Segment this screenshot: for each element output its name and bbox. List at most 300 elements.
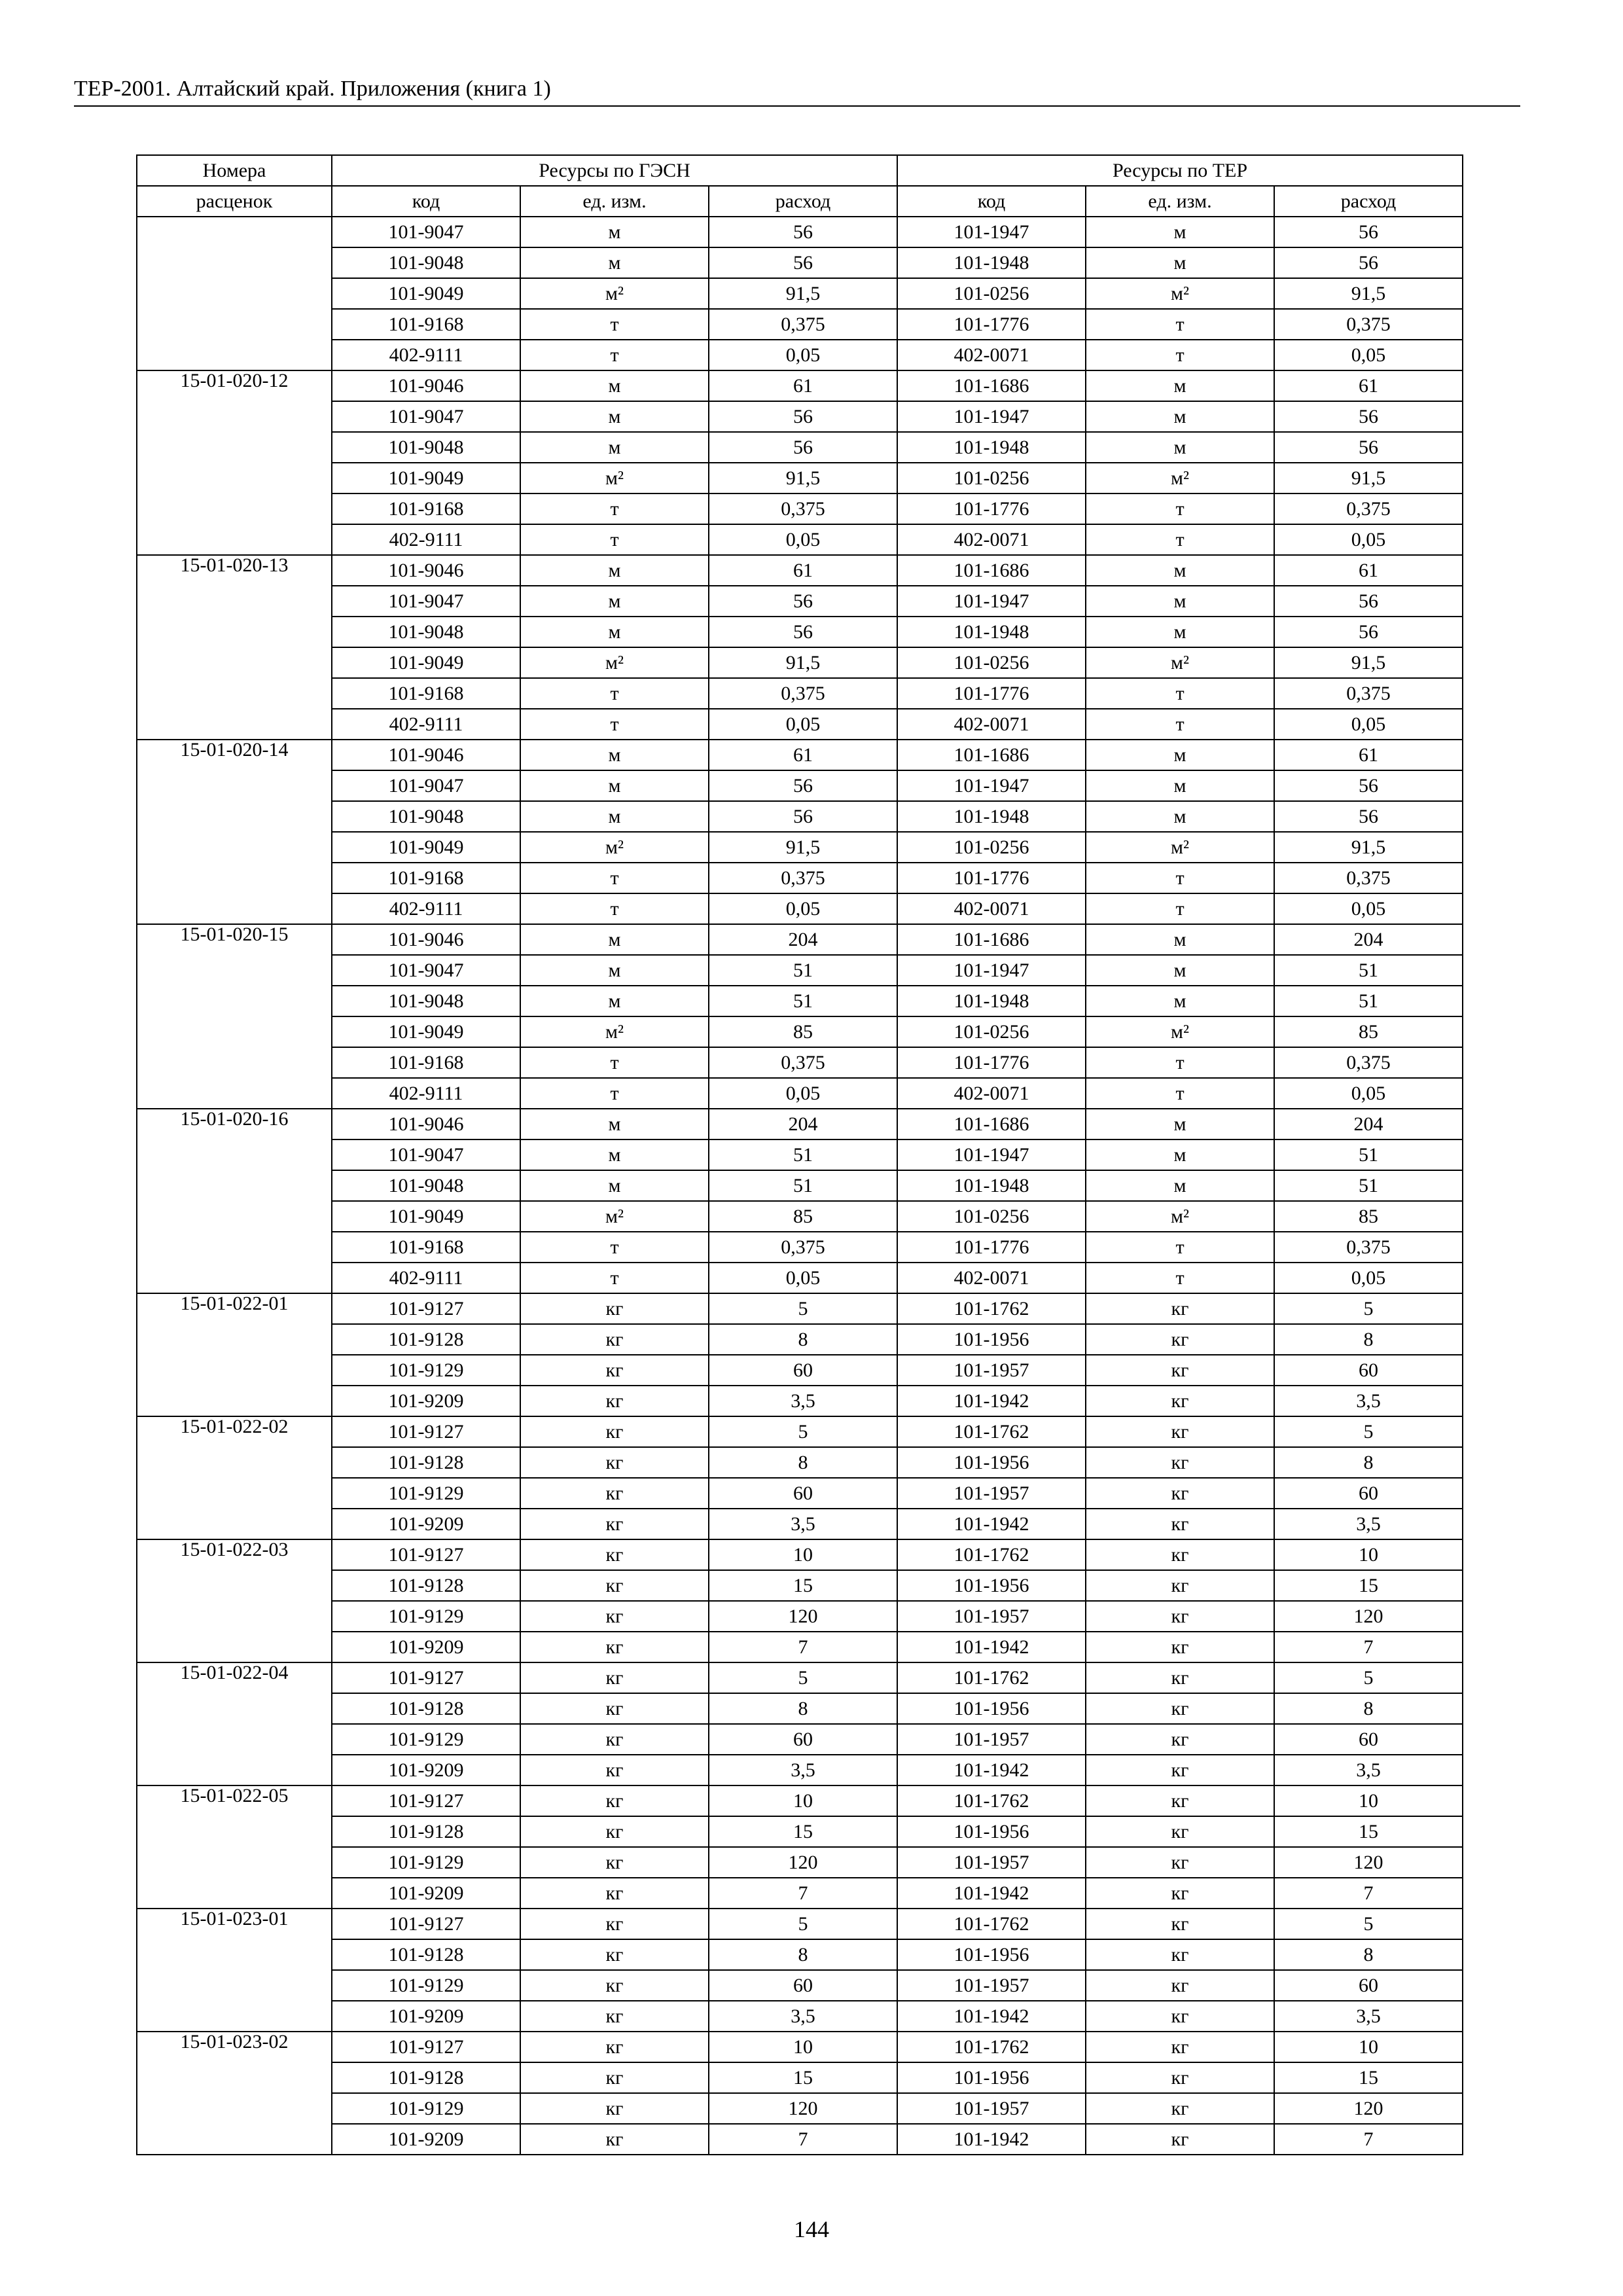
ter-consumption-cell: 10	[1274, 1539, 1463, 1570]
gesn-consumption-cell: 0,05	[709, 709, 897, 740]
gesn-code-cell: 101-9168	[332, 309, 520, 340]
ter-code-cell: 101-1948	[897, 986, 1086, 1016]
gesn-code-cell: 402-9111	[332, 709, 520, 740]
rate-number-cell: 15-01-020-15	[137, 924, 332, 1109]
table-row	[137, 432, 1463, 463]
ter-unit-cell: кг	[1086, 2032, 1274, 2062]
gesn-unit-cell: м²	[520, 463, 709, 493]
ter-consumption-cell: 3,5	[1274, 1755, 1463, 1785]
gesn-consumption-cell: 204	[709, 1109, 897, 1139]
gesn-code-cell: 101-9209	[332, 1386, 520, 1416]
gesn-consumption-cell: 61	[709, 740, 897, 770]
ter-consumption-cell: 56	[1274, 770, 1463, 801]
table-header	[137, 155, 1463, 217]
gesn-unit-cell: м	[520, 1109, 709, 1139]
ter-unit-cell: м	[1086, 586, 1274, 617]
gesn-unit-cell: м²	[520, 278, 709, 309]
ter-code-cell: 101-1956	[897, 1570, 1086, 1601]
ter-code-cell: 101-1762	[897, 1293, 1086, 1324]
gesn-unit-cell: т	[520, 524, 709, 555]
ter-unit-cell: т	[1086, 1078, 1274, 1109]
table-row	[137, 740, 1463, 770]
table-row	[137, 709, 1463, 740]
ter-unit-cell: м	[1086, 370, 1274, 401]
gesn-unit-cell: кг	[520, 2001, 709, 2032]
rate-number-cell: 15-01-022-04	[137, 1662, 332, 1785]
gesn-unit-cell: кг	[520, 1847, 709, 1878]
ter-unit-cell: т	[1086, 493, 1274, 524]
table-row	[137, 1939, 1463, 1970]
ter-code-cell: 101-1942	[897, 1878, 1086, 1909]
ter-consumption-cell: 204	[1274, 924, 1463, 955]
ter-code-cell: 101-1947	[897, 955, 1086, 986]
ter-unit-cell: м	[1086, 740, 1274, 770]
gesn-consumption-cell: 0,05	[709, 893, 897, 924]
table-row	[137, 1632, 1463, 1662]
ter-consumption-cell: 15	[1274, 1816, 1463, 1847]
ter-code-cell: 101-1957	[897, 1724, 1086, 1755]
gesn-unit-cell: м	[520, 432, 709, 463]
rate-number-cell: 15-01-022-01	[137, 1293, 332, 1416]
table-row	[137, 1201, 1463, 1232]
ter-consumption-cell: 0,05	[1274, 1078, 1463, 1109]
gesn-consumption-cell: 5	[709, 1293, 897, 1324]
ter-consumption-cell: 91,5	[1274, 278, 1463, 309]
gesn-unit-cell: кг	[520, 1662, 709, 1693]
ter-code-cell: 101-1948	[897, 1170, 1086, 1201]
ter-unit-cell: кг	[1086, 1632, 1274, 1662]
ter-unit-cell: м	[1086, 801, 1274, 832]
gesn-unit-cell: т	[520, 340, 709, 370]
ter-unit-cell: кг	[1086, 1693, 1274, 1724]
header-ter-unit: ед. изм.	[1086, 186, 1274, 217]
ter-code-cell: 101-1776	[897, 863, 1086, 893]
gesn-code-cell: 101-9128	[332, 1570, 520, 1601]
ter-consumption-cell: 120	[1274, 2093, 1463, 2124]
header-gesn-consumption: расход	[709, 186, 897, 217]
gesn-consumption-cell: 204	[709, 924, 897, 955]
gesn-code-cell: 101-9129	[332, 1601, 520, 1632]
gesn-consumption-cell: 85	[709, 1201, 897, 1232]
gesn-unit-cell: м	[520, 247, 709, 278]
gesn-unit-cell: кг	[520, 2124, 709, 2155]
table-row	[137, 401, 1463, 432]
ter-unit-cell: т	[1086, 1263, 1274, 1293]
gesn-code-cell: 402-9111	[332, 1078, 520, 1109]
gesn-unit-cell: м	[520, 801, 709, 832]
gesn-unit-cell: кг	[520, 1539, 709, 1570]
ter-consumption-cell: 56	[1274, 247, 1463, 278]
gesn-code-cell: 101-9209	[332, 1755, 520, 1785]
ter-unit-cell: м²	[1086, 278, 1274, 309]
gesn-unit-cell: т	[520, 493, 709, 524]
gesn-unit-cell: м	[520, 770, 709, 801]
gesn-consumption-cell: 56	[709, 432, 897, 463]
ter-unit-cell: кг	[1086, 2093, 1274, 2124]
gesn-unit-cell: м	[520, 370, 709, 401]
ter-consumption-cell: 0,375	[1274, 678, 1463, 709]
table-row	[137, 1355, 1463, 1386]
ter-unit-cell: м	[1086, 955, 1274, 986]
gesn-consumption-cell: 56	[709, 247, 897, 278]
ter-code-cell: 402-0071	[897, 893, 1086, 924]
ter-consumption-cell: 51	[1274, 1170, 1463, 1201]
ter-consumption-cell: 120	[1274, 1847, 1463, 1878]
gesn-consumption-cell: 120	[709, 1601, 897, 1632]
ter-code-cell: 101-0256	[897, 647, 1086, 678]
ter-unit-cell: м	[1086, 432, 1274, 463]
gesn-unit-cell: кг	[520, 2062, 709, 2093]
gesn-unit-cell: т	[520, 709, 709, 740]
rate-number-cell: 15-01-023-01	[137, 1909, 332, 2032]
ter-unit-cell: кг	[1086, 1755, 1274, 1785]
gesn-code-cell: 101-9129	[332, 1847, 520, 1878]
gesn-consumption-cell: 7	[709, 1632, 897, 1662]
ter-unit-cell: кг	[1086, 1816, 1274, 1847]
gesn-consumption-cell: 15	[709, 2062, 897, 2093]
rate-number-cell: 15-01-022-02	[137, 1416, 332, 1539]
ter-code-cell: 101-1776	[897, 1047, 1086, 1078]
ter-code-cell: 402-0071	[897, 524, 1086, 555]
gesn-consumption-cell: 91,5	[709, 463, 897, 493]
ter-unit-cell: кг	[1086, 1447, 1274, 1478]
header-row-groups	[137, 155, 1463, 186]
ter-unit-cell: кг	[1086, 1939, 1274, 1970]
ter-consumption-cell: 15	[1274, 1570, 1463, 1601]
table-row	[137, 278, 1463, 309]
ter-unit-cell: м	[1086, 924, 1274, 955]
gesn-code-cell: 101-9047	[332, 586, 520, 617]
gesn-code-cell: 101-9047	[332, 770, 520, 801]
gesn-code-cell: 101-9048	[332, 986, 520, 1016]
ter-consumption-cell: 60	[1274, 1724, 1463, 1755]
ter-unit-cell: т	[1086, 709, 1274, 740]
gesn-code-cell: 101-9168	[332, 863, 520, 893]
gesn-code-cell: 101-9209	[332, 2001, 520, 2032]
ter-consumption-cell: 0,05	[1274, 340, 1463, 370]
ter-unit-cell: м²	[1086, 1016, 1274, 1047]
gesn-consumption-cell: 3,5	[709, 1755, 897, 1785]
ter-consumption-cell: 60	[1274, 1478, 1463, 1509]
gesn-consumption-cell: 0,375	[709, 1047, 897, 1078]
table-row	[137, 1386, 1463, 1416]
rate-number-cell: 15-01-022-05	[137, 1785, 332, 1909]
gesn-unit-cell: м	[520, 1170, 709, 1201]
gesn-code-cell: 101-9128	[332, 1816, 520, 1847]
ter-code-cell: 101-0256	[897, 832, 1086, 863]
gesn-code-cell: 402-9111	[332, 893, 520, 924]
ter-unit-cell: кг	[1086, 1416, 1274, 1447]
gesn-unit-cell: кг	[520, 1355, 709, 1386]
table-row	[137, 524, 1463, 555]
ter-consumption-cell: 0,05	[1274, 524, 1463, 555]
table-row	[137, 1847, 1463, 1878]
gesn-consumption-cell: 10	[709, 1785, 897, 1816]
ter-consumption-cell: 56	[1274, 217, 1463, 247]
ter-consumption-cell: 0,375	[1274, 1047, 1463, 1078]
table-row	[137, 1232, 1463, 1263]
gesn-code-cell: 101-9047	[332, 401, 520, 432]
gesn-consumption-cell: 3,5	[709, 1509, 897, 1539]
ter-consumption-cell: 8	[1274, 1939, 1463, 1970]
ter-code-cell: 402-0071	[897, 340, 1086, 370]
table-row	[137, 370, 1463, 401]
ter-unit-cell: кг	[1086, 2001, 1274, 2032]
gesn-code-cell: 101-9127	[332, 2032, 520, 2062]
gesn-unit-cell: кг	[520, 1324, 709, 1355]
ter-code-cell: 101-1776	[897, 309, 1086, 340]
ter-consumption-cell: 0,375	[1274, 309, 1463, 340]
gesn-unit-cell: кг	[520, 1816, 709, 1847]
ter-unit-cell: кг	[1086, 1355, 1274, 1386]
ter-code-cell: 101-1947	[897, 401, 1086, 432]
gesn-unit-cell: кг	[520, 1293, 709, 1324]
table-row	[137, 1909, 1463, 1939]
ter-unit-cell: м²	[1086, 647, 1274, 678]
ter-consumption-cell: 0,05	[1274, 709, 1463, 740]
gesn-unit-cell: м	[520, 555, 709, 586]
ter-code-cell: 101-1686	[897, 1109, 1086, 1139]
gesn-consumption-cell: 91,5	[709, 647, 897, 678]
ter-code-cell: 101-1776	[897, 1232, 1086, 1263]
ter-code-cell: 101-1957	[897, 2093, 1086, 2124]
ter-consumption-cell: 0,375	[1274, 493, 1463, 524]
gesn-consumption-cell: 56	[709, 401, 897, 432]
table-row	[137, 1047, 1463, 1078]
ter-unit-cell: м	[1086, 401, 1274, 432]
ter-code-cell: 101-1942	[897, 2124, 1086, 2155]
table-row	[137, 863, 1463, 893]
table-row	[137, 1170, 1463, 1201]
gesn-unit-cell: м²	[520, 832, 709, 863]
ter-consumption-cell: 61	[1274, 555, 1463, 586]
gesn-consumption-cell: 8	[709, 1447, 897, 1478]
ter-code-cell: 402-0071	[897, 1078, 1086, 1109]
ter-code-cell: 101-1942	[897, 2001, 1086, 2032]
gesn-code-cell: 101-9046	[332, 740, 520, 770]
ter-unit-cell: т	[1086, 893, 1274, 924]
gesn-consumption-cell: 120	[709, 2093, 897, 2124]
ter-code-cell: 101-1686	[897, 924, 1086, 955]
gesn-consumption-cell: 15	[709, 1570, 897, 1601]
table-row	[137, 1970, 1463, 2001]
ter-consumption-cell: 91,5	[1274, 647, 1463, 678]
ter-consumption-cell: 5	[1274, 1416, 1463, 1447]
gesn-consumption-cell: 61	[709, 370, 897, 401]
gesn-code-cell: 101-9209	[332, 2124, 520, 2155]
table-row	[137, 1785, 1463, 1816]
ter-consumption-cell: 60	[1274, 1970, 1463, 2001]
ter-consumption-cell: 51	[1274, 1139, 1463, 1170]
gesn-code-cell: 402-9111	[332, 340, 520, 370]
header-ter-resources: Ресурсы по ТЕР	[897, 155, 1463, 186]
table-row	[137, 2124, 1463, 2155]
ter-unit-cell: м²	[1086, 1201, 1274, 1232]
gesn-unit-cell: м²	[520, 1016, 709, 1047]
table-row	[137, 832, 1463, 863]
ter-unit-cell: кг	[1086, 1724, 1274, 1755]
ter-consumption-cell: 56	[1274, 586, 1463, 617]
table-row	[137, 678, 1463, 709]
gesn-consumption-cell: 0,375	[709, 1232, 897, 1263]
gesn-code-cell: 101-9127	[332, 1662, 520, 1693]
header-ter-code: код	[897, 186, 1086, 217]
ter-code-cell: 101-1942	[897, 1509, 1086, 1539]
header-gesn-code: код	[332, 186, 520, 217]
ter-consumption-cell: 120	[1274, 1601, 1463, 1632]
ter-unit-cell: м	[1086, 986, 1274, 1016]
ter-consumption-cell: 3,5	[1274, 2001, 1463, 2032]
ter-code-cell: 101-1942	[897, 1755, 1086, 1785]
gesn-unit-cell: кг	[520, 1724, 709, 1755]
ter-code-cell: 101-1947	[897, 770, 1086, 801]
gesn-code-cell: 101-9209	[332, 1878, 520, 1909]
table-row	[137, 1755, 1463, 1785]
ter-unit-cell: кг	[1086, 1509, 1274, 1539]
ter-code-cell: 101-1686	[897, 555, 1086, 586]
gesn-code-cell: 101-9209	[332, 1509, 520, 1539]
rate-number-cell: 15-01-022-03	[137, 1539, 332, 1662]
ter-unit-cell: м	[1086, 555, 1274, 586]
gesn-code-cell: 101-9047	[332, 217, 520, 247]
table-row	[137, 1324, 1463, 1355]
gesn-code-cell: 101-9129	[332, 1355, 520, 1386]
table-row	[137, 1478, 1463, 1509]
ter-code-cell: 101-1686	[897, 370, 1086, 401]
table-row	[137, 801, 1463, 832]
ter-unit-cell: кг	[1086, 1909, 1274, 1939]
table-row	[137, 986, 1463, 1016]
gesn-consumption-cell: 5	[709, 1662, 897, 1693]
ter-code-cell: 101-1947	[897, 1139, 1086, 1170]
ter-code-cell: 101-1956	[897, 1939, 1086, 1970]
ter-code-cell: 101-1957	[897, 1601, 1086, 1632]
ter-consumption-cell: 10	[1274, 2032, 1463, 2062]
gesn-consumption-cell: 56	[709, 770, 897, 801]
ter-consumption-cell: 56	[1274, 432, 1463, 463]
gesn-consumption-cell: 7	[709, 2124, 897, 2155]
gesn-consumption-cell: 56	[709, 617, 897, 647]
gesn-code-cell: 101-9049	[332, 647, 520, 678]
gesn-code-cell: 101-9046	[332, 1109, 520, 1139]
table-row	[137, 2032, 1463, 2062]
table-row	[137, 1263, 1463, 1293]
gesn-code-cell: 101-9168	[332, 1047, 520, 1078]
ter-consumption-cell: 3,5	[1274, 1386, 1463, 1416]
gesn-code-cell: 101-9049	[332, 278, 520, 309]
gesn-code-cell: 101-9129	[332, 1970, 520, 2001]
ter-consumption-cell: 5	[1274, 1293, 1463, 1324]
ter-unit-cell: кг	[1086, 1324, 1274, 1355]
table-row	[137, 1016, 1463, 1047]
ter-code-cell: 101-1948	[897, 801, 1086, 832]
rate-number-cell: 15-01-020-16	[137, 1109, 332, 1293]
ter-unit-cell: т	[1086, 1047, 1274, 1078]
rate-number-cell: 15-01-023-02	[137, 2032, 332, 2155]
gesn-code-cell: 101-9129	[332, 2093, 520, 2124]
ter-consumption-cell: 91,5	[1274, 832, 1463, 863]
ter-consumption-cell: 51	[1274, 986, 1463, 1016]
gesn-unit-cell: т	[520, 309, 709, 340]
gesn-code-cell: 101-9168	[332, 493, 520, 524]
gesn-code-cell: 101-9049	[332, 1201, 520, 1232]
header-rate-numbers-cont: расценок	[137, 186, 332, 217]
gesn-unit-cell: кг	[520, 1570, 709, 1601]
ter-unit-cell: кг	[1086, 2124, 1274, 2155]
ter-unit-cell: кг	[1086, 1293, 1274, 1324]
gesn-consumption-cell: 0,375	[709, 309, 897, 340]
gesn-unit-cell: кг	[520, 1785, 709, 1816]
gesn-unit-cell: кг	[520, 1939, 709, 1970]
gesn-unit-cell: т	[520, 678, 709, 709]
gesn-unit-cell: кг	[520, 2032, 709, 2062]
table-row	[137, 647, 1463, 678]
gesn-code-cell: 101-9168	[332, 1232, 520, 1263]
ter-unit-cell: м	[1086, 1170, 1274, 1201]
rate-number-cell: 15-01-020-13	[137, 555, 332, 740]
table-row	[137, 1724, 1463, 1755]
ter-consumption-cell: 91,5	[1274, 463, 1463, 493]
gesn-code-cell: 101-9127	[332, 1785, 520, 1816]
ter-consumption-cell: 56	[1274, 617, 1463, 647]
ter-code-cell: 101-1686	[897, 740, 1086, 770]
ter-unit-cell: кг	[1086, 1785, 1274, 1816]
rate-number-cell	[137, 217, 332, 370]
ter-consumption-cell: 0,375	[1274, 863, 1463, 893]
ter-consumption-cell: 61	[1274, 740, 1463, 770]
ter-unit-cell: т	[1086, 309, 1274, 340]
table-row	[137, 2062, 1463, 2093]
gesn-consumption-cell: 5	[709, 1909, 897, 1939]
ter-code-cell: 101-1956	[897, 1324, 1086, 1355]
table-row	[137, 1109, 1463, 1139]
gesn-consumption-cell: 60	[709, 1478, 897, 1509]
gesn-consumption-cell: 10	[709, 2032, 897, 2062]
gesn-consumption-cell: 15	[709, 1816, 897, 1847]
ter-code-cell: 101-1947	[897, 586, 1086, 617]
ter-consumption-cell: 5	[1274, 1909, 1463, 1939]
gesn-unit-cell: кг	[520, 1632, 709, 1662]
gesn-consumption-cell: 0,05	[709, 524, 897, 555]
gesn-unit-cell: м	[520, 924, 709, 955]
resources-table	[136, 154, 1463, 2155]
gesn-consumption-cell: 10	[709, 1539, 897, 1570]
gesn-consumption-cell: 51	[709, 955, 897, 986]
gesn-code-cell: 101-9129	[332, 1478, 520, 1509]
table-row	[137, 247, 1463, 278]
gesn-code-cell: 101-9046	[332, 924, 520, 955]
ter-consumption-cell: 60	[1274, 1355, 1463, 1386]
ter-code-cell: 101-1762	[897, 1909, 1086, 1939]
ter-code-cell: 402-0071	[897, 709, 1086, 740]
table-row	[137, 893, 1463, 924]
gesn-code-cell: 101-9048	[332, 801, 520, 832]
ter-consumption-cell: 85	[1274, 1016, 1463, 1047]
gesn-consumption-cell: 0,05	[709, 1078, 897, 1109]
ter-code-cell: 101-1942	[897, 1632, 1086, 1662]
gesn-consumption-cell: 91,5	[709, 832, 897, 863]
gesn-consumption-cell: 56	[709, 217, 897, 247]
ter-code-cell: 101-1762	[897, 1416, 1086, 1447]
gesn-code-cell: 101-9168	[332, 678, 520, 709]
gesn-consumption-cell: 60	[709, 1970, 897, 2001]
gesn-code-cell: 101-9049	[332, 463, 520, 493]
gesn-code-cell: 101-9049	[332, 832, 520, 863]
gesn-code-cell: 101-9127	[332, 1293, 520, 1324]
ter-consumption-cell: 10	[1274, 1785, 1463, 1816]
ter-unit-cell: кг	[1086, 1878, 1274, 1909]
gesn-unit-cell: т	[520, 1232, 709, 1263]
